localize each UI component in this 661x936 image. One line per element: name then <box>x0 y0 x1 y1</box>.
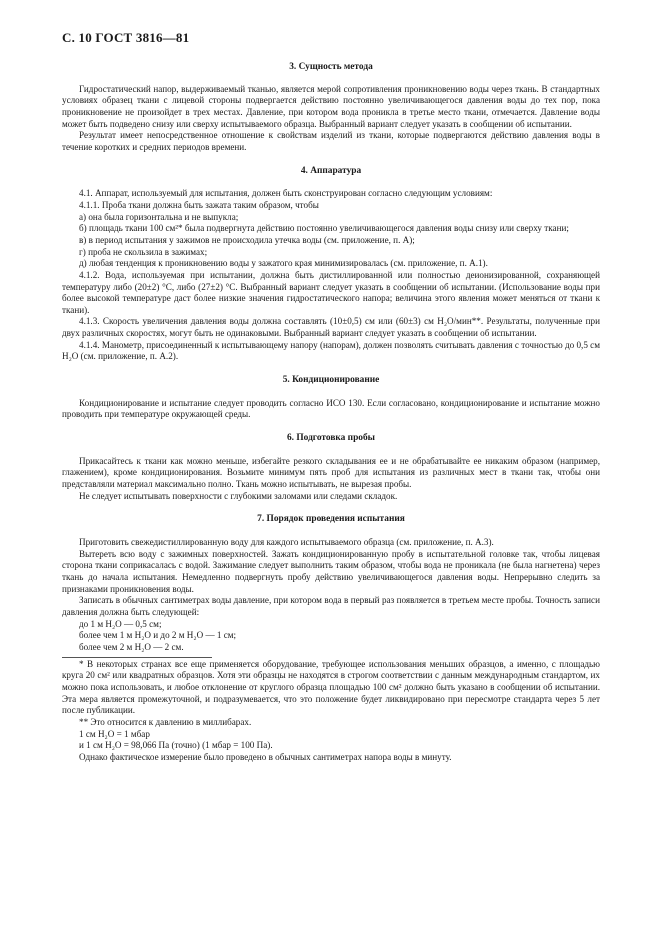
footnote-block <box>62 717 600 764</box>
section-6-paragraph: Не следует испытывать поверхности с глубокими заломами или следами складок. <box>79 490 398 501</box>
section-3-paragraph: Результат имеет непосредственное отношение к свойствам изделий из ткани, которые подвергаются действию давления воды в течение коротких и средних периодов времени. <box>62 130 600 152</box>
section-7-paragraph: Записать в обычных сантиметрах воды давление, при котором вода в первый раз появляется в третьем месте пробы. Точность записи давления должна быть следующей: <box>62 595 600 617</box>
list-item: б) площадь ткани 100 см²* была подвергнута действию постоянно увеличивающегося давления воды снизу или сверху ткани; <box>79 223 569 234</box>
section-5-title: 5. Кондиционирование <box>282 375 380 386</box>
section-6-paragraph: Прикасайтесь к ткани как можно меньше, избегайте резкого складывания ее и не обрабатывайте ее никаким образом (например, глажением), кроме кондиционирования. Возьмите минимум пять проб для испытания из различных мест в ткани так, чтобы они представляли материал максимально полно. Ткань можно испытывать, не вырезая пробы. <box>62 455 600 490</box>
list-item: до 1 м H₂O — 0,5 см; <box>79 618 162 629</box>
section-7-title: 7. Порядок проведения испытания <box>257 514 405 525</box>
section-6-title: 6. Подготовка пробы <box>286 433 375 444</box>
section-4-paragraph: 4.1.3. Скорость увеличения давления воды должна составлять (10±0,5) см или (60±3) см H₂O/мин**. Результаты, полученные при двух различных скоростях, могут быть не одинаковыми. Выбранный вариант следует указать в сообщении об испытании. <box>62 316 600 339</box>
section-4-paragraph: 4.1.2. Вода, используемая при испытании, должна быть дистиллированной или полностью деионизированной, сохраняющей температуру либо (20±2) °С, либо (27±2) °С. Выбранный вариант следует указать в сообщении об испытании. (Использование воды при более высокой температуре даст более низкие значения гидростатического напора; величина этого явления может меняться от ткани к ткани). <box>62 269 600 315</box>
list-item: в) в период испытания у зажимов не происходила утечка воды (см. приложение, п. А); <box>79 234 415 245</box>
section-5-paragraph: Кондиционирование и испытание следует проводить согласно ИСО 130. Если согласовано, кондиционирование и испытание можно проводить при температуре окружающей среды. <box>62 397 600 420</box>
section-7-paragraph: Приготовить свежедистиллированную воду для каждого испытываемого образца (см. приложение, п. А.3). <box>79 537 494 547</box>
footnote: ** Это относится к давлению в миллибарах. <box>79 716 252 727</box>
page-header: С. 10 ГОСТ 3816—81 <box>62 30 190 45</box>
section-7-paragraph: Вытереть всю воду с зажимных поверхностей. Зажать кондиционированную пробу в испытательной головке так, чтобы лицевая сторона ткани соприкасалась с водой. Зажимание следует выполнить таким образом, чтобы вода не проникала (не была нагнетена) через ткань до начала испытания. Немедленно подвергнуть пробу действию увеличивающегося давления воды. Непрерывно следить за признаками проникновения воды. <box>62 548 600 594</box>
list-item: д) любая тенденция к проникновению воды у зажатого края минимизировалась (см. приложение, п. А.1). <box>79 258 488 269</box>
section-3-title: 3. Сущность метода <box>289 62 373 72</box>
section-4-title: 4. Аппаратура <box>300 165 362 176</box>
section-4-paragraph: 4.1.4. Манометр, присоединенный к испытывающему напору (напорам), должен позволять считывать давления с точностью до 0,5 см H₂O (см. приложение, п. А.2). <box>62 339 600 362</box>
list-item: г) проба не скользила в зажимах; <box>79 246 208 257</box>
section-3-paragraph: Гидростатический напор, выдерживаемый тканью, является мерой сопротивления проникновению воды через ткань. В стандартных условиях образец ткани с лицевой стороны подвергается действию постоянно увеличивающегося давления воды до тех пор, пока проникновение не произойдет в трех местах. Давление, при котором вода проникла в третье место ткани, отмечается. Давление воды может быть подведено снизу или сверху испытываемого образца. Выбранный вариант следует указать в сообщении об испытании. <box>62 83 600 129</box>
section-4-paragraph: 4.1.1. Проба ткани должна быть зажата таким образом, чтобы <box>79 199 319 210</box>
list-item: а) она была горизонтальна и не выпукла; <box>79 211 239 222</box>
footnote: Однако фактическое измерение было проведено в обычных сантиметрах напора воды в минуту. <box>79 751 452 762</box>
precision-list <box>62 619 600 654</box>
clamp-requirements-list <box>62 212 600 270</box>
footnote-divider <box>62 657 212 658</box>
footnote: 1 см H₂O = 1 мбар <box>79 728 150 739</box>
list-item: более чем 2 м H₂O — 2 см. <box>79 641 184 652</box>
list-item: более чем 1 м H₂O и до 2 м H₂O — 1 см; <box>79 630 237 641</box>
footnote: * В некоторых странах все еще применяется оборудование, требующее использования меньших образцов, а именно, с площадью круга 20 см² или квадратных образцов. Хотя эти образцы не находятся в строгом соответствии с данным международным стандартом, их можно пока использовать, и любое отклонение от круглого образца площадью 100 см² должно быть указано в сообщении об испытании. Эта мера является промежуточной, и подразумевается, что это положение будет ликвидировано при пересмотре стандарта через 5 лет после публикации. <box>62 658 600 716</box>
footnote: и 1 см H₂O = 98,066 Па (точно) (1 мбар = 100 Па). <box>79 740 273 751</box>
section-4-paragraph: 4.1. Аппарат, используемый для испытания, должен быть сконструирован согласно следующим условиям: <box>79 188 493 199</box>
page-content <box>62 60 600 763</box>
